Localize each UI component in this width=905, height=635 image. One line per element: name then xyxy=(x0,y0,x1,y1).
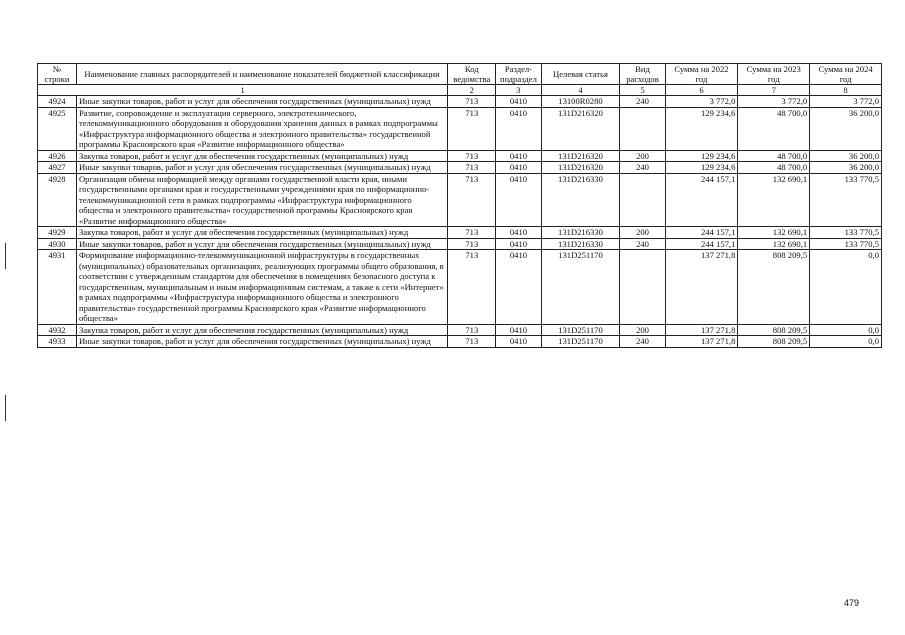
target-article-cell: 13100R0280 xyxy=(541,96,620,108)
column-number: 2 xyxy=(448,85,496,96)
expense-type-cell: 240 xyxy=(620,238,665,250)
dept-code-cell: 713 xyxy=(448,107,496,150)
expense-type-cell: 200 xyxy=(620,324,665,336)
table-row xyxy=(38,238,882,250)
sum-2023-cell: 132 690,1 xyxy=(738,173,810,227)
dept-code-cell: 713 xyxy=(448,96,496,108)
header-sum-2023: Сумма на 2023 год xyxy=(738,64,810,85)
target-article-cell: 131D216330 xyxy=(541,227,620,239)
expense-type-cell xyxy=(620,250,665,325)
target-article-cell: 131D216330 xyxy=(541,173,620,227)
sum-2022-cell: 129 234,6 xyxy=(665,150,738,162)
target-article-cell: 131D251170 xyxy=(541,250,620,325)
sum-2022-cell: 129 234,6 xyxy=(665,162,738,174)
item-name-cell: Формирование информационно-телекоммуникационной инфраструктуры в государственных (муниципальных) образовательных организациях, реализующих программы общего образования, в соответствии с утвержденным стандартом для обеспечения в помещениях безопасного доступа к государственным, муниципальным и иным информационным системам, а также к сети «Интернет» в рамках подпрограммы «Инфраструктура информационного общества и электронного правительства» государственной программы Красноярского края «Развитие информационного общества» xyxy=(76,250,447,325)
sum-2022-cell: 137 271,8 xyxy=(665,324,738,336)
sum-2024-cell: 133 770,5 xyxy=(810,173,882,227)
dept-code-cell: 713 xyxy=(448,250,496,325)
sum-2024-cell: 36 200,0 xyxy=(810,162,882,174)
dept-code-cell: 713 xyxy=(448,336,496,348)
budget-table xyxy=(37,63,882,348)
row-number-cell: 4932 xyxy=(38,324,77,336)
column-number: 5 xyxy=(620,85,665,96)
sum-2022-cell: 244 157,1 xyxy=(665,227,738,239)
dept-code-cell: 713 xyxy=(448,162,496,174)
row-number-cell: 4925 xyxy=(38,107,77,150)
table-row xyxy=(38,227,882,239)
target-article-cell: 131D251170 xyxy=(541,336,620,348)
target-article-cell: 131D216320 xyxy=(541,150,620,162)
section-cell: 0410 xyxy=(496,173,541,227)
table-row xyxy=(38,150,882,162)
item-name-cell: Закупка товаров, работ и услуг для обеспечения государственных (муниципальных) нужд xyxy=(76,227,447,239)
sum-2024-cell: 0,0 xyxy=(810,336,882,348)
header-row-no: № строки xyxy=(38,64,77,85)
sum-2023-cell: 3 772,0 xyxy=(738,96,810,108)
sum-2023-cell: 48 700,0 xyxy=(738,162,810,174)
header-name: Наименование главных распорядителей и наименование показателей бюджетной классификации xyxy=(76,64,447,85)
sum-2023-cell: 48 700,0 xyxy=(738,107,810,150)
sum-2022-cell: 129 234,6 xyxy=(665,107,738,150)
target-article-cell: 131D216330 xyxy=(541,238,620,250)
sum-2024-cell: 36 200,0 xyxy=(810,107,882,150)
sum-2023-cell: 808 209,5 xyxy=(738,250,810,325)
section-cell: 0410 xyxy=(496,336,541,348)
row-number-cell: 4930 xyxy=(38,238,77,250)
column-number: 6 xyxy=(665,85,738,96)
target-article-cell: 131D251170 xyxy=(541,324,620,336)
dept-code-cell: 713 xyxy=(448,324,496,336)
sum-2023-cell: 132 690,1 xyxy=(738,227,810,239)
item-name-cell: Закупка товаров, работ и услуг для обеспечения государственных (муниципальных) нужд xyxy=(76,324,447,336)
item-name-cell: Иные закупки товаров, работ и услуг для обеспечения государственных (муниципальных) нужд xyxy=(76,238,447,250)
margin-mark-upper xyxy=(5,243,6,269)
section-cell: 0410 xyxy=(496,238,541,250)
column-number: 4 xyxy=(541,85,620,96)
expense-type-cell: 200 xyxy=(620,227,665,239)
table-body xyxy=(38,96,882,348)
sum-2022-cell: 244 157,1 xyxy=(665,238,738,250)
section-cell: 0410 xyxy=(496,107,541,150)
header-target: Целевая статья xyxy=(541,64,620,85)
sum-2022-cell: 137 271,8 xyxy=(665,250,738,325)
sum-2024-cell: 3 772,0 xyxy=(810,96,882,108)
section-cell: 0410 xyxy=(496,96,541,108)
section-cell: 0410 xyxy=(496,162,541,174)
expense-type-cell: 240 xyxy=(620,162,665,174)
sum-2024-cell: 133 770,5 xyxy=(810,238,882,250)
target-article-cell: 131D216320 xyxy=(541,107,620,150)
expense-type-cell: 240 xyxy=(620,96,665,108)
dept-code-cell: 713 xyxy=(448,238,496,250)
row-number-cell: 4927 xyxy=(38,162,77,174)
section-cell: 0410 xyxy=(496,227,541,239)
item-name-cell: Закупка товаров, работ и услуг для обеспечения государственных (муниципальных) нужд xyxy=(76,150,447,162)
sum-2023-cell: 48 700,0 xyxy=(738,150,810,162)
column-number: 8 xyxy=(810,85,882,96)
sum-2024-cell: 36 200,0 xyxy=(810,150,882,162)
row-number-cell: 4924 xyxy=(38,96,77,108)
expense-type-cell: 240 xyxy=(620,336,665,348)
dept-code-cell: 713 xyxy=(448,150,496,162)
item-name-cell: Развитие, сопровождение и эксплуатация серверного, электротехнического, телекоммуникационного оборудования и оборудования хранения данных в рамках подпрограммы «Инфраструктура информационного общества и электронного правительства» государственной программы Красноярского края «Развитие информационного общества» xyxy=(76,107,447,150)
expense-type-cell xyxy=(620,107,665,150)
item-name-cell: Иные закупки товаров, работ и услуг для обеспечения государственных (муниципальных) нужд xyxy=(76,96,447,108)
table-header xyxy=(38,64,882,96)
header-exp-type: Вид расходов xyxy=(620,64,665,85)
page-number: 479 xyxy=(844,598,860,608)
item-name-cell: Иные закупки товаров, работ и услуг для обеспечения государственных (муниципальных) нужд xyxy=(76,162,447,174)
sum-2024-cell: 0,0 xyxy=(810,250,882,325)
table-row xyxy=(38,96,882,108)
item-name-cell: Иные закупки товаров, работ и услуг для обеспечения государственных (муниципальных) нужд xyxy=(76,336,447,348)
sum-2022-cell: 3 772,0 xyxy=(665,96,738,108)
row-number-cell: 4926 xyxy=(38,150,77,162)
sum-2022-cell: 137 271,8 xyxy=(665,336,738,348)
expense-type-cell xyxy=(620,173,665,227)
column-number: 7 xyxy=(738,85,810,96)
item-name-cell: Организация обмена информацией между органами государственной власти края, иными государственными органами края и государственными учреждениями края по информационно-телекоммуникационной сети в рамках подпрограммы «Инфраструктура информационного общества и электронного правительства» государственной программы Красноярского края «Развитие информационного общества» xyxy=(76,173,447,227)
target-article-cell: 131D216320 xyxy=(541,162,620,174)
header-sum-2022: Сумма на 2022 год xyxy=(665,64,738,85)
header-section: Раздел-подраздел xyxy=(496,64,541,85)
table-row xyxy=(38,250,882,325)
row-number-cell: 4929 xyxy=(38,227,77,239)
section-cell: 0410 xyxy=(496,250,541,325)
sum-2023-cell: 132 690,1 xyxy=(738,238,810,250)
row-number-cell: 4933 xyxy=(38,336,77,348)
sum-2023-cell: 808 209,5 xyxy=(738,324,810,336)
dept-code-cell: 713 xyxy=(448,173,496,227)
column-number: 3 xyxy=(496,85,541,96)
header-dept-code: Код ведомства xyxy=(448,64,496,85)
section-cell: 0410 xyxy=(496,324,541,336)
column-number: 1 xyxy=(38,85,448,96)
expense-type-cell: 200 xyxy=(620,150,665,162)
row-number-cell: 4931 xyxy=(38,250,77,325)
table-row xyxy=(38,107,882,150)
sum-2022-cell: 244 157,1 xyxy=(665,173,738,227)
header-sum-2024: Сумма на 2024 год xyxy=(810,64,882,85)
table-row xyxy=(38,324,882,336)
table-row xyxy=(38,336,882,348)
dept-code-cell: 713 xyxy=(448,227,496,239)
section-cell: 0410 xyxy=(496,150,541,162)
row-number-cell: 4928 xyxy=(38,173,77,227)
margin-mark-lower xyxy=(5,395,6,421)
table-row xyxy=(38,173,882,227)
sum-2023-cell: 808 209,5 xyxy=(738,336,810,348)
table-row xyxy=(38,162,882,174)
sum-2024-cell: 133 770,5 xyxy=(810,227,882,239)
column-number-row xyxy=(38,85,882,96)
sum-2024-cell: 0,0 xyxy=(810,324,882,336)
